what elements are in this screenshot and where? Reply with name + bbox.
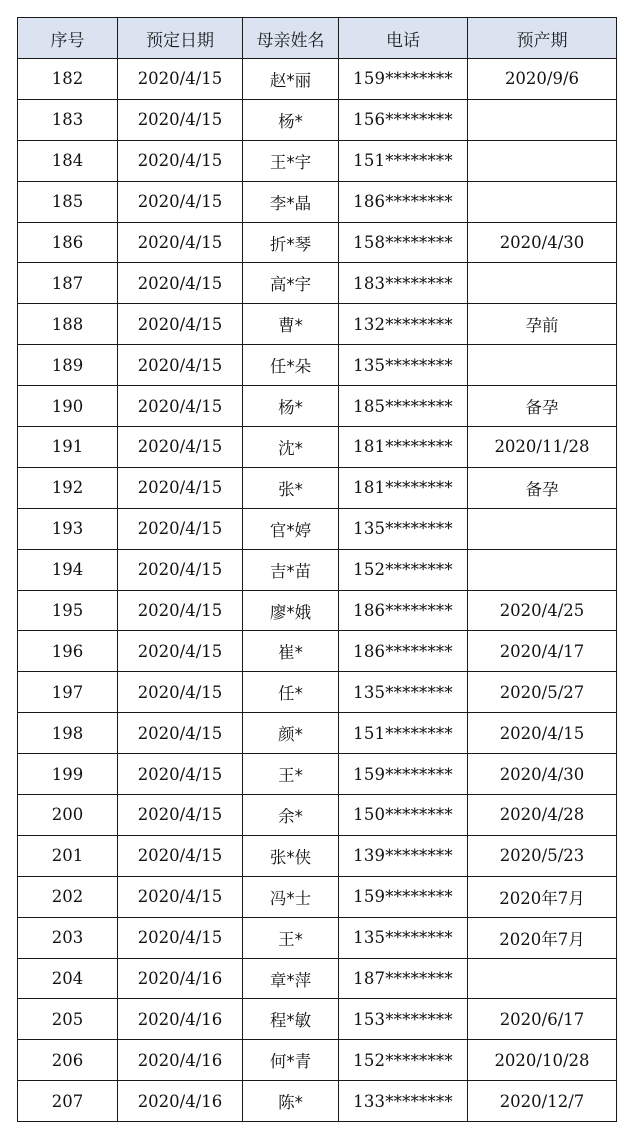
- cell-mother-name: 吉*苗: [243, 549, 339, 590]
- cell-phone: 152********: [339, 1040, 468, 1081]
- cell-phone: 186********: [339, 631, 468, 672]
- cell-due-date: [468, 958, 617, 999]
- cell-booking-date: 2020/4/15: [118, 59, 243, 100]
- header-mother-name: 母亲姓名: [243, 18, 339, 59]
- cell-phone: 139********: [339, 835, 468, 876]
- table-row: [18, 549, 617, 590]
- cell-mother-name: 张*侠: [243, 835, 339, 876]
- cell-no: 186: [18, 222, 118, 263]
- cell-due-date: [468, 549, 617, 590]
- cell-booking-date: 2020/4/15: [118, 467, 243, 508]
- table-row: [18, 795, 617, 836]
- cell-due-date: 2020/4/25: [468, 590, 617, 631]
- header-booking-date: 预定日期: [118, 18, 243, 59]
- cell-no: 184: [18, 140, 118, 181]
- cell-due-date: [468, 181, 617, 222]
- cell-mother-name: 任*朵: [243, 345, 339, 386]
- cell-no: 194: [18, 549, 118, 590]
- table-row: [18, 590, 617, 631]
- table-row: [18, 508, 617, 549]
- cell-due-date: [468, 508, 617, 549]
- cell-booking-date: 2020/4/16: [118, 999, 243, 1040]
- cell-due-date: 2020/4/17: [468, 631, 617, 672]
- cell-due-date: 2020年7月: [468, 876, 617, 917]
- table-row: [18, 958, 617, 999]
- cell-mother-name: 折*琴: [243, 222, 339, 263]
- cell-no: 201: [18, 835, 118, 876]
- table-row: [18, 876, 617, 917]
- cell-phone: 186********: [339, 181, 468, 222]
- table-row: [18, 713, 617, 754]
- cell-no: 196: [18, 631, 118, 672]
- cell-booking-date: 2020/4/15: [118, 917, 243, 958]
- cell-due-date: 2020/6/17: [468, 999, 617, 1040]
- table-row: [18, 99, 617, 140]
- cell-phone: 151********: [339, 140, 468, 181]
- cell-booking-date: 2020/4/15: [118, 222, 243, 263]
- cell-due-date: 孕前: [468, 304, 617, 345]
- cell-booking-date: 2020/4/15: [118, 140, 243, 181]
- cell-mother-name: 陈*: [243, 1081, 339, 1122]
- table-row: [18, 917, 617, 958]
- cell-booking-date: 2020/4/15: [118, 672, 243, 713]
- cell-booking-date: 2020/4/15: [118, 304, 243, 345]
- cell-due-date: [468, 345, 617, 386]
- table-row: [18, 222, 617, 263]
- cell-phone: 185********: [339, 386, 468, 427]
- table-row: [18, 672, 617, 713]
- cell-due-date: 2020/10/28: [468, 1040, 617, 1081]
- cell-no: 200: [18, 795, 118, 836]
- cell-no: 188: [18, 304, 118, 345]
- cell-booking-date: 2020/4/15: [118, 590, 243, 631]
- cell-mother-name: 任*: [243, 672, 339, 713]
- cell-no: 203: [18, 917, 118, 958]
- cell-mother-name: 王*: [243, 917, 339, 958]
- cell-mother-name: 王*宇: [243, 140, 339, 181]
- cell-no: 183: [18, 99, 118, 140]
- cell-booking-date: 2020/4/15: [118, 345, 243, 386]
- cell-booking-date: 2020/4/15: [118, 876, 243, 917]
- cell-due-date: 2020/4/30: [468, 222, 617, 263]
- cell-phone: 151********: [339, 713, 468, 754]
- cell-mother-name: 李*晶: [243, 181, 339, 222]
- cell-mother-name: 赵*丽: [243, 59, 339, 100]
- cell-due-date: 2020年7月: [468, 917, 617, 958]
- table-body: [18, 59, 617, 1122]
- cell-mother-name: 曹*: [243, 304, 339, 345]
- cell-no: 199: [18, 754, 118, 795]
- cell-phone: 187********: [339, 958, 468, 999]
- cell-mother-name: 王*: [243, 754, 339, 795]
- cell-no: 190: [18, 386, 118, 427]
- cell-booking-date: 2020/4/15: [118, 835, 243, 876]
- cell-no: 192: [18, 467, 118, 508]
- table-row: [18, 386, 617, 427]
- header-no: 序号: [18, 18, 118, 59]
- cell-no: 197: [18, 672, 118, 713]
- cell-phone: 181********: [339, 427, 468, 468]
- cell-no: 187: [18, 263, 118, 304]
- cell-phone: 159********: [339, 754, 468, 795]
- cell-mother-name: 官*婷: [243, 508, 339, 549]
- table-header: [18, 18, 617, 59]
- cell-mother-name: 杨*: [243, 99, 339, 140]
- cell-due-date: 2020/4/28: [468, 795, 617, 836]
- cell-due-date: 2020/9/6: [468, 59, 617, 100]
- cell-no: 193: [18, 508, 118, 549]
- table-row: [18, 140, 617, 181]
- cell-phone: 156********: [339, 99, 468, 140]
- cell-booking-date: 2020/4/15: [118, 631, 243, 672]
- cell-due-date: 备孕: [468, 467, 617, 508]
- cell-booking-date: 2020/4/15: [118, 549, 243, 590]
- cell-phone: 150********: [339, 795, 468, 836]
- booking-table: [17, 17, 617, 1122]
- cell-due-date: 2020/12/7: [468, 1081, 617, 1122]
- cell-phone: 159********: [339, 876, 468, 917]
- cell-mother-name: 何*青: [243, 1040, 339, 1081]
- table-row: [18, 754, 617, 795]
- cell-no: 207: [18, 1081, 118, 1122]
- cell-booking-date: 2020/4/16: [118, 958, 243, 999]
- cell-booking-date: 2020/4/15: [118, 386, 243, 427]
- table-row: [18, 835, 617, 876]
- cell-due-date: 备孕: [468, 386, 617, 427]
- cell-phone: 135********: [339, 345, 468, 386]
- cell-no: 204: [18, 958, 118, 999]
- header-row: [18, 18, 617, 59]
- cell-no: 202: [18, 876, 118, 917]
- header-due-date: 预产期: [468, 18, 617, 59]
- table-row: [18, 181, 617, 222]
- cell-due-date: 2020/5/27: [468, 672, 617, 713]
- cell-mother-name: 廖*娥: [243, 590, 339, 631]
- cell-phone: 153********: [339, 999, 468, 1040]
- cell-phone: 186********: [339, 590, 468, 631]
- table-row: [18, 1081, 617, 1122]
- cell-booking-date: 2020/4/15: [118, 508, 243, 549]
- cell-booking-date: 2020/4/15: [118, 754, 243, 795]
- cell-mother-name: 余*: [243, 795, 339, 836]
- cell-due-date: [468, 263, 617, 304]
- cell-due-date: [468, 140, 617, 181]
- cell-no: 191: [18, 427, 118, 468]
- cell-phone: 183********: [339, 263, 468, 304]
- cell-phone: 135********: [339, 672, 468, 713]
- table-row: [18, 59, 617, 100]
- cell-due-date: [468, 99, 617, 140]
- header-phone: 电话: [339, 18, 468, 59]
- cell-phone: 159********: [339, 59, 468, 100]
- cell-no: 185: [18, 181, 118, 222]
- cell-booking-date: 2020/4/15: [118, 795, 243, 836]
- cell-no: 195: [18, 590, 118, 631]
- cell-due-date: 2020/11/28: [468, 427, 617, 468]
- cell-mother-name: 崔*: [243, 631, 339, 672]
- table-row: [18, 467, 617, 508]
- cell-mother-name: 章*萍: [243, 958, 339, 999]
- cell-booking-date: 2020/4/16: [118, 1081, 243, 1122]
- table-row: [18, 304, 617, 345]
- cell-phone: 133********: [339, 1081, 468, 1122]
- cell-mother-name: 沈*: [243, 427, 339, 468]
- cell-booking-date: 2020/4/15: [118, 181, 243, 222]
- cell-no: 182: [18, 59, 118, 100]
- table-row: [18, 999, 617, 1040]
- cell-booking-date: 2020/4/16: [118, 1040, 243, 1081]
- cell-mother-name: 张*: [243, 467, 339, 508]
- cell-due-date: 2020/5/23: [468, 835, 617, 876]
- cell-no: 206: [18, 1040, 118, 1081]
- cell-mother-name: 高*宇: [243, 263, 339, 304]
- cell-mother-name: 杨*: [243, 386, 339, 427]
- cell-mother-name: 程*敏: [243, 999, 339, 1040]
- cell-booking-date: 2020/4/15: [118, 99, 243, 140]
- table-row: [18, 631, 617, 672]
- cell-phone: 132********: [339, 304, 468, 345]
- table-row: [18, 1040, 617, 1081]
- cell-mother-name: 颜*: [243, 713, 339, 754]
- table-row: [18, 427, 617, 468]
- table-row: [18, 263, 617, 304]
- table-row: [18, 345, 617, 386]
- cell-booking-date: 2020/4/15: [118, 427, 243, 468]
- cell-no: 189: [18, 345, 118, 386]
- cell-no: 205: [18, 999, 118, 1040]
- cell-phone: 158********: [339, 222, 468, 263]
- cell-phone: 152********: [339, 549, 468, 590]
- cell-due-date: 2020/4/30: [468, 754, 617, 795]
- cell-booking-date: 2020/4/15: [118, 713, 243, 754]
- cell-no: 198: [18, 713, 118, 754]
- cell-phone: 135********: [339, 917, 468, 958]
- cell-phone: 135********: [339, 508, 468, 549]
- cell-mother-name: 冯*士: [243, 876, 339, 917]
- cell-due-date: 2020/4/15: [468, 713, 617, 754]
- cell-phone: 181********: [339, 467, 468, 508]
- cell-booking-date: 2020/4/15: [118, 263, 243, 304]
- booking-table-container: [17, 17, 617, 1122]
